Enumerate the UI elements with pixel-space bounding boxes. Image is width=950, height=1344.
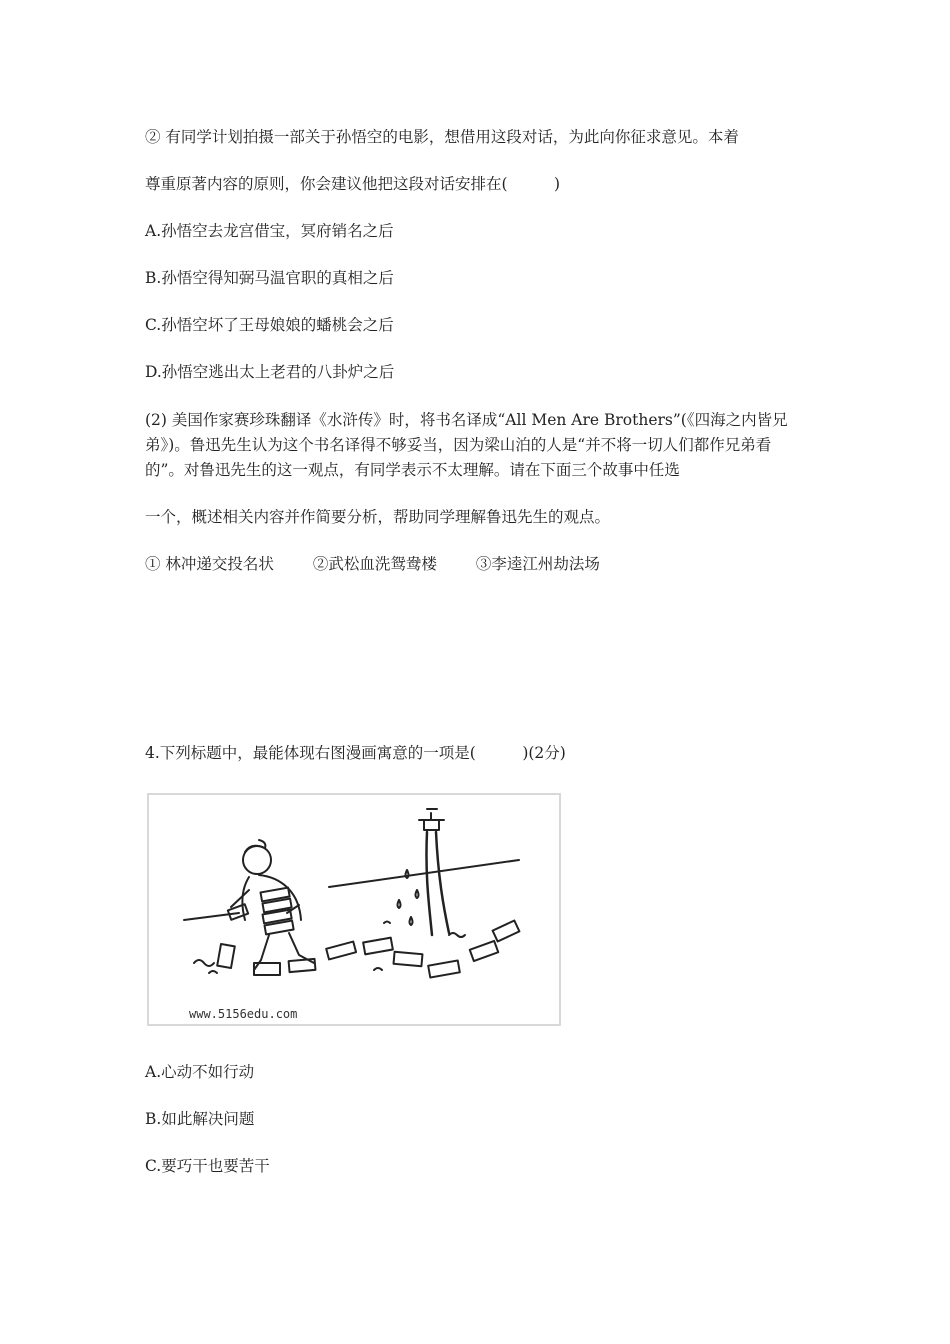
q3-2-line2: 尊重原著内容的原则，你会建议他把这段对话安排在( )	[145, 175, 561, 193]
image-watermark: www.5156edu.com	[189, 1007, 298, 1021]
story-option-3: ③李逵江州劫法场	[475, 555, 600, 573]
cartoon-image	[147, 793, 561, 1026]
q3-2-option-b: B.孙悟空得知弼马温官职的真相之后	[145, 269, 394, 287]
q4-option-b: B.如此解决问题	[145, 1110, 255, 1128]
q3-2-line1: ② 有同学计划拍摄一部关于孙悟空的电影，想借用这段对话，为此向你征求意见。本着	[145, 128, 739, 146]
q4-question: 4.下列标题中，最能体现右图漫画寓意的一项是( )(2分)	[145, 744, 566, 762]
q3-part2-paragraph: (2) 美国作家赛珍珠翻译《水浒传》时，将书名译成“All Men Are Brothers”(《四海之内皆兄弟》)。鲁迅先生认为这个书名译得不够妥当，因为梁山泊的人是“并不将一切人们都作兄弟看的”。对鲁迅先生的这一观点，有同学表示不太理解。请在下面三个故事中任选	[145, 411, 788, 479]
story-option-1: ① 林冲递交投名状	[145, 555, 274, 573]
cartoon-drawing	[149, 795, 559, 1024]
q3-2-option-c: C.孙悟空坏了王母娘娘的蟠桃会之后	[145, 316, 394, 334]
q3-part2-line-last: 一个，概述相关内容并作简要分析，帮助同学理解鲁迅先生的观点。	[145, 508, 611, 526]
story-option-2: ②武松血洗鸳鸯楼	[312, 555, 437, 573]
q3-2-option-a: A.孙悟空去龙宫借宝，冥府销名之后	[145, 222, 394, 240]
q3-part2-stories	[145, 553, 634, 575]
q4-option-c: C.要巧干也要苦干	[145, 1157, 270, 1175]
q3-2-option-d: D.孙悟空逃出太上老君的八卦炉之后	[145, 363, 395, 381]
q4-option-a: A.心动不如行动	[145, 1063, 255, 1081]
